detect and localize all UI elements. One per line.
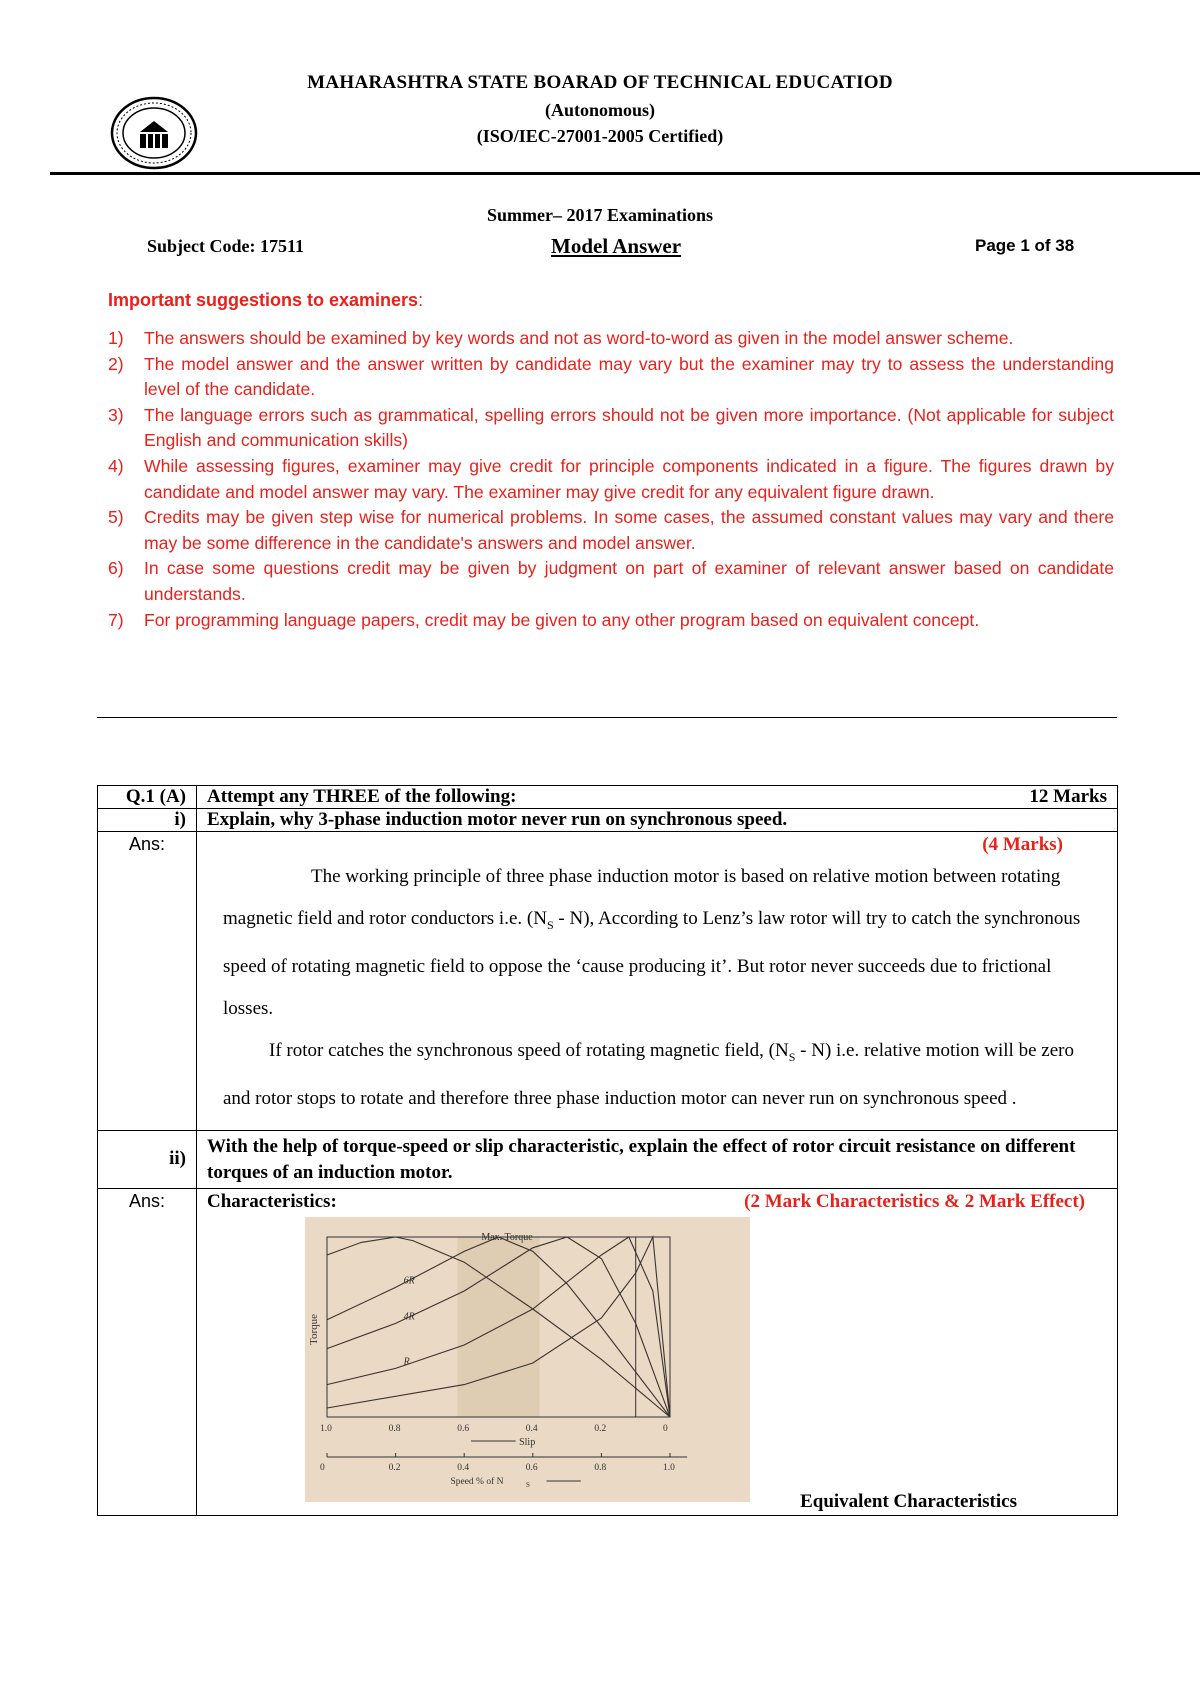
answer-para2-part-b: - N) i.e. relative motion will be zero and rotor stops to rotate and therefore three phase induction motor can never run on synchronous speed . — [223, 1039, 1074, 1109]
question-instruction: Attempt any THREE of the following: — [207, 786, 517, 807]
subscript-s: S — [788, 1049, 796, 1064]
suggestion-text: While assessing figures, examiner may give credit for principle components indicated in a figure. The figures drawn by candidate and model answer may vary. The examiner may give credit for any equivalent figure drawn. — [144, 455, 1114, 502]
answer-paragraph-2 — [207, 1030, 1107, 1120]
chart-slip-tick: 0 — [663, 1423, 668, 1434]
header-divider — [50, 172, 1200, 175]
subquestion-text: Explain, why 3-phase induction motor never run on synchronous speed. — [197, 809, 1118, 832]
chart-speed-tick: 0 — [320, 1462, 325, 1473]
chart-slip-tick: 0.2 — [594, 1423, 607, 1434]
answer-row — [98, 832, 1118, 1131]
answer-marks: (2 Mark Characteristics & 2 Mark Effect) — [744, 1190, 1085, 1212]
answer-label: Ans: — [98, 1188, 197, 1515]
subject-code: Subject Code: 17511 — [147, 236, 304, 256]
chart-speed-tick: 1.0 — [663, 1462, 675, 1473]
suggestion-number: 5) — [108, 507, 124, 528]
question-table — [97, 785, 1118, 1516]
chart-slip-tick: 0.8 — [388, 1423, 401, 1434]
subquestion-row — [98, 809, 1118, 832]
chart-series-label: 6R — [403, 1274, 415, 1286]
suggestions-title — [108, 290, 423, 311]
answer-label: Ans: — [98, 832, 197, 1131]
suggestion-item — [108, 556, 1114, 607]
question-header-row — [98, 786, 1118, 809]
chart-slip-tick: 1.0 — [320, 1423, 332, 1434]
suggestion-item — [108, 326, 1114, 352]
answer-para2-part-a: If rotor catches the synchronous speed of rotating magnetic field, (N — [269, 1039, 789, 1061]
chart-speed-tick: 0.4 — [457, 1462, 470, 1473]
subquestion-row — [98, 1130, 1118, 1188]
suggestion-item — [108, 352, 1114, 403]
model-answer-heading: Model Answer — [551, 234, 682, 258]
figure-caption: Equivalent Characteristics — [800, 1490, 1017, 1512]
chart-speed-label-sub: S — [525, 1480, 530, 1489]
chart-slip-label: Slip — [519, 1436, 536, 1448]
suggestion-item — [108, 608, 1114, 634]
answer-cell — [197, 1188, 1118, 1515]
torque-slip-chart — [305, 1217, 750, 1502]
suggestions-list — [108, 326, 1114, 633]
question-instruction-cell — [197, 786, 1118, 809]
suggestions-title-text: Important suggestions to examiners — [108, 290, 419, 310]
question-marks: 12 Marks — [1029, 786, 1107, 807]
suggestion-number: 4) — [108, 455, 124, 476]
answer-paragraph-1 — [207, 856, 1107, 1030]
characteristics-label: Characteristics: — [207, 1190, 337, 1212]
suggestion-item — [108, 505, 1114, 556]
chart-ylabel: Torque — [308, 1313, 320, 1345]
suggestion-text: The language errors such as grammatical, spelling errors should not be given more importance. (Not applicable for subject English and communication skills) — [144, 404, 1114, 451]
chart-speed-tick: 0.6 — [525, 1462, 538, 1473]
answer-row — [98, 1188, 1118, 1515]
answer-marks: (4 Marks) — [982, 834, 1063, 855]
chart-slip-tick: 0.4 — [525, 1423, 538, 1434]
autonomous-label: (Autonomous) — [544, 100, 655, 120]
suggestion-text: Credits may be given step wise for numerical problems. In some cases, the assumed constant values may vary and there may be some difference in the candidate's answers and model answer. — [144, 507, 1114, 553]
chart-svg — [305, 1217, 750, 1502]
chart-slip-tick: 0.6 — [457, 1423, 470, 1434]
chart-title: Max. Torque — [481, 1231, 533, 1243]
subscript-s: S — [546, 917, 554, 932]
subquestion-label: ii) — [98, 1130, 197, 1188]
chart-speed-tick: 0.8 — [594, 1462, 607, 1473]
suggestion-number: 6) — [108, 558, 124, 579]
subquestion-text: With the help of torque-speed or slip characteristic, explain the effect of rotor circuit resistance on different torques of an induction motor. — [197, 1130, 1118, 1188]
subquestion-label: i) — [98, 809, 197, 832]
exam-title: Summer– 2017 Examinations — [486, 205, 713, 225]
section-divider — [97, 717, 1117, 718]
question-number: Q.1 (A) — [98, 786, 197, 809]
chart-speed-label: Speed % of N — [450, 1476, 504, 1487]
page-number: Page 1 of 38 — [975, 236, 1075, 255]
suggestion-number: 7) — [108, 609, 124, 630]
suggestions-title-colon: : — [418, 290, 424, 310]
suggestion-text: The model answer and the answer written by candidate may vary but the examiner may try to assess the understanding level of the candidate. — [144, 353, 1114, 400]
suggestion-item — [108, 403, 1114, 454]
suggestion-number: 1) — [108, 328, 124, 348]
suggestion-number: 3) — [108, 404, 124, 425]
answer-para1-part-b: - N), According to Lenz’s law rotor will try to catch the synchronous speed of rotating magnetic field to oppose the ‘cause producing it’. But rotor never succeeds due to frictional losses. — [223, 908, 1081, 1019]
suggestion-item — [108, 454, 1114, 505]
chart-series-label: 4R — [403, 1310, 415, 1322]
answer-cell — [197, 832, 1118, 1131]
institution-name: MAHARASHTRA STATE BOARAD OF TECHNICAL EDUCATIOD — [307, 72, 893, 93]
suggestion-text: The answers should be examined by key words and not as word-to-word as given in the model answer scheme. — [144, 328, 1014, 348]
suggestion-text: In case some questions credit may be given by judgment on part of examiner of relevant answer based on candidate understands. — [144, 558, 1114, 604]
answer-para1-part-a: The working principle of three phase induction motor is based on relative motion between rotating magnetic field and rotor conductors i.e. (N — [223, 866, 1061, 929]
certification-label: (ISO/IEC-27001-2005 Certified) — [476, 126, 724, 146]
suggestion-number: 2) — [108, 353, 124, 374]
chart-speed-tick: 0.2 — [388, 1462, 401, 1473]
suggestion-text: For programming language papers, credit may be given to any other program based on equivalent concept. — [144, 609, 980, 630]
chart-series-label: R — [403, 1355, 410, 1367]
